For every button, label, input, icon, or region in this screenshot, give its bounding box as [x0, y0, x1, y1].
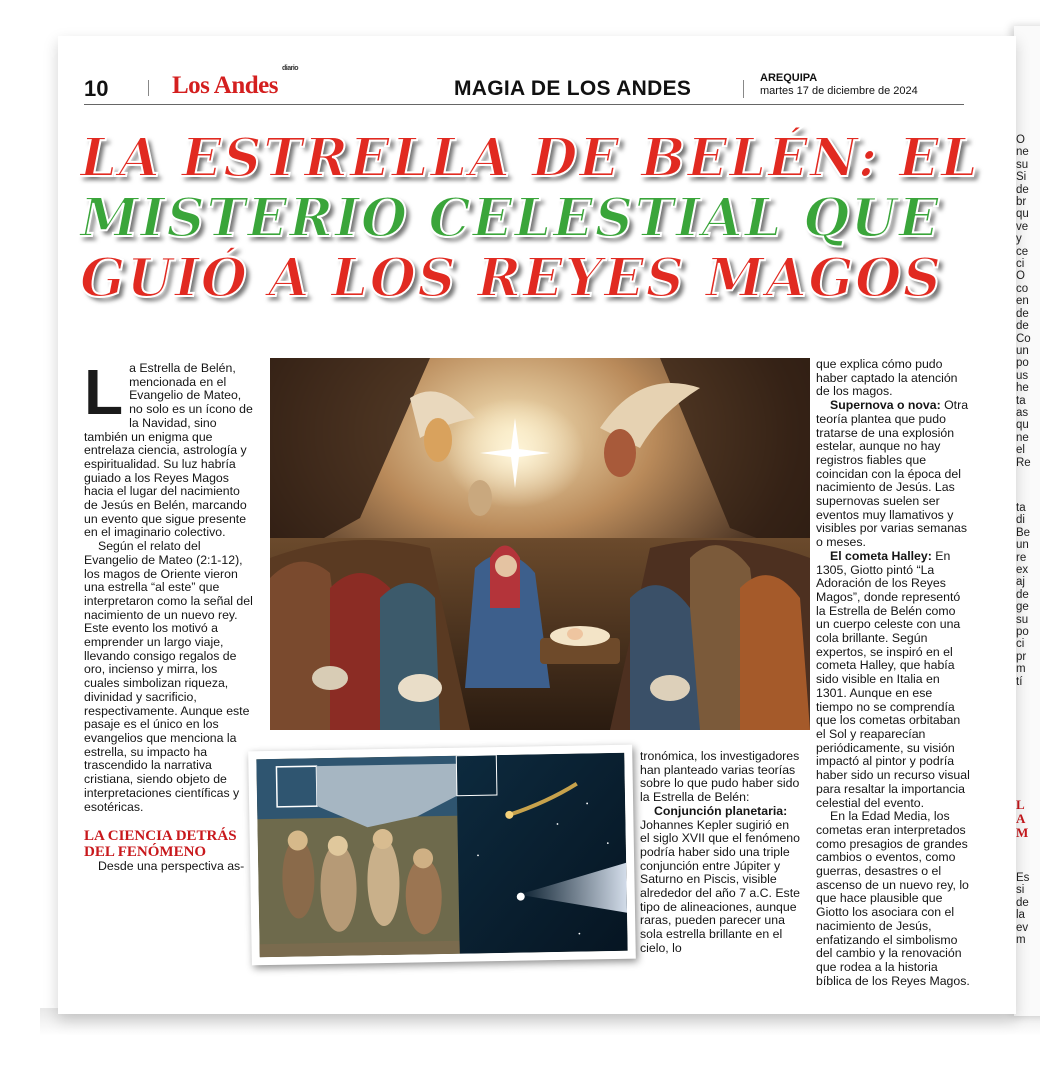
theory-text-halley: En 1305, Giotto pintó “La Adoración de los Reyes Magos”, donde representó la Estrella de Belén como un cuerpo celeste con una cola brillante. Según expertos, se inspiró en el cometa Halley, que había sido visible en Italia en 1301. Aunque en ese tiempo no se comprendía que los cometas orbitaban el Sol y reaparecían periódicamente, su visión impactó al pintor y podría haber sido un recurso visual para resaltar la importancia celestial del evento. — [816, 548, 970, 810]
headline — [80, 128, 980, 308]
headline-line-2: MISTERIO CELESTIAL QUE — [80, 187, 941, 249]
giotto-painting-photo — [248, 745, 636, 966]
drop-cap: L — [84, 356, 124, 428]
divider — [743, 80, 744, 98]
article-paragraph: que explica cómo pudo haber captado la atención de los magos. — [816, 357, 958, 399]
headline-line-1: LA ESTRELLA DE BELÉN: EL — [80, 127, 980, 189]
article-intro: a Estrella de Belén, mencionada en el Evangelio de Mateo, no solo es un ícono de la Navidad, sino también un enigma que entrelaza ciencia, astrología y espiritualidad. Su luz habría guiado a los Reyes Magos hacia el lugar del nacimiento de Jesús en Belén, marcando un evento que sigue presente en el imaginario colectivo. — [84, 361, 253, 540]
logo-small-text: diario — [282, 65, 299, 72]
theory-lead-halley: El cometa Halley: — [830, 548, 932, 563]
section-title: MAGIA DE LOS ANDES — [454, 77, 692, 100]
article-paragraph: En la Edad Media, los cometas eran interpretados como presagios de grandes cambios o eventos, como guerras, desastres o el ascenso de un nuevo rey, lo que hace plausible que Giotto los asociara con el nacimiento de Jesús, enfatizando el simbolismo del cambio y la renovación que rodea a la historia bíblica de los Reyes Magos. — [816, 809, 970, 988]
divider — [148, 80, 149, 96]
theory-lead-conjunction: Conjunción planetaria: — [654, 803, 788, 818]
theory-lead-supernova: Supernova o nova: — [830, 398, 941, 413]
nativity-illustration — [270, 358, 810, 730]
header-rule — [84, 104, 964, 105]
article-paragraph: Según el relato del Evangelio de Mateo (2:1-12), los magos de Oriente vieron una estrella “al este” que interpretaron como la señal del nacimiento de un nuevo rey. Este evento los motivó a emprender un largo viaje, llevando consigo regalos de oro, incienso y mirra, los cuales simbolizan riqueza, divinidad y sacrificio, respectivamente. Aunque este pasaje es el único en los evangelios que menciona la estrella, su impacto ha trascendido la narrativa cristiana, siendo objeto de interpretaciones científicas y esotéricas. — [84, 539, 253, 814]
theory-text-conjunction: Johannes Kepler sugirió en el siglo XVII que el fenómeno podría haber sido una triple conjunción entre Júpiter y Saturno en Piscis, visible alrededor del año 7 a.C. Este tipo de alineaciones, aunque raras, pueden parecer una sola estrella brillante en el cielo, lo — [640, 817, 800, 955]
article-column-2 — [640, 750, 800, 956]
next-page-text: O ne su Si de br qu ve y ce ci O co en de de Co un po us he ta as qu ne el Re — [1016, 134, 1031, 469]
page-header — [84, 65, 964, 106]
article-subhead: LA CIENCIA DETRÁS DEL FENÓMENO — [84, 828, 237, 861]
theory-text-supernova: Otra teoría plantea que pudo tratarse de una explosión estelar, aunque no hay registros fiables que coincidan con la época del nacimiento de Jesús. Las supernovas suelen ser eventos muy llamativos y visibles por varias semanas o meses. — [816, 398, 969, 550]
next-page-text: Es si de la ev m — [1016, 872, 1030, 947]
header-city: AREQUIPA — [760, 72, 818, 84]
newspaper-logo — [172, 65, 299, 100]
article-paragraph: tronómica, los investigadores han planteado varias teorías sobre lo que pudo haber sido la Estrella de Belén: — [640, 749, 800, 805]
page-number: 10 — [84, 76, 109, 101]
nativity-scene-image — [270, 358, 810, 730]
logo-text: Los Andes — [172, 72, 278, 99]
article-column-1 — [84, 356, 256, 874]
next-page-edge — [1014, 26, 1040, 1016]
article-column-3 — [816, 358, 972, 988]
giotto-adoration-image — [256, 753, 627, 957]
next-page-text: ta di Be un re ex aj de ge su po ci pr m tí — [1016, 502, 1031, 688]
next-page-subhead: L A M — [1016, 797, 1029, 840]
headline-line-3: GUIÓ A LOS REYES MAGOS — [80, 247, 943, 309]
header-date: martes 17 de diciembre de 2024 — [760, 85, 918, 97]
article-paragraph: Desde una perspectiva as- — [98, 859, 245, 874]
